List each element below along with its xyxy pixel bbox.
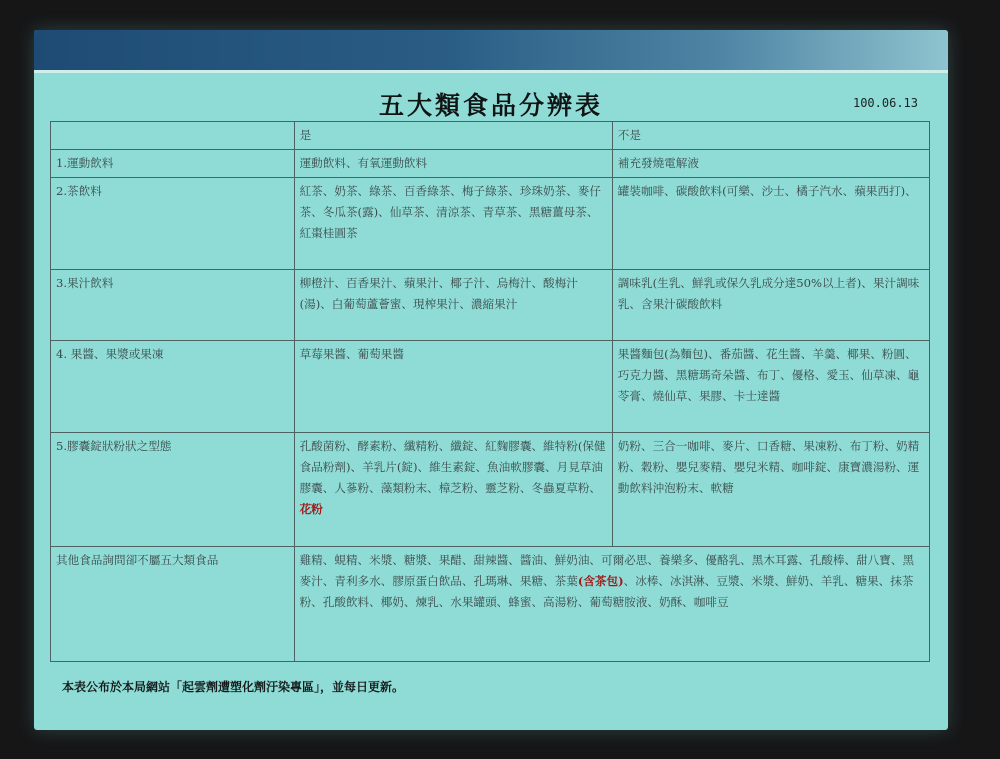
row-no: 奶粉、三合一咖啡、麥片、口香糖、果凍粉、布丁粉、奶精粉、穀粉、嬰兒麥精、嬰兒米精、咖啡錠、康寶濃湯粉、運動飲料沖泡粉末、軟糖 bbox=[612, 433, 929, 547]
row-no: 罐裝咖啡、碳酸飲料(可樂、沙士、橘子汽水、蘋果西打)、 bbox=[612, 178, 929, 270]
row-category: 4. 果醬、果漿或果凍 bbox=[51, 341, 295, 433]
row-yes: 運動飲料、有氧運動飲料 bbox=[294, 150, 612, 178]
highlight-text: (含茶包) bbox=[577, 574, 624, 588]
row-merged bbox=[294, 547, 929, 662]
row-yes: 紅茶、奶茶、綠茶、百香綠茶、梅子綠茶、珍珠奶茶、麥仔茶、冬瓜茶(露)、仙草茶、清涼茶、青草茶、黑糖薑母茶、紅棗桂圓茶 bbox=[294, 178, 612, 270]
row-no: 補充發燒電解液 bbox=[612, 150, 929, 178]
row-category: 2.茶飲料 bbox=[51, 178, 295, 270]
row-category: 其他食品詢問卻不屬五大類食品 bbox=[51, 547, 295, 662]
header-divider bbox=[34, 70, 948, 73]
table-row bbox=[51, 178, 930, 270]
row-no: 果醬麵包(為麵包)、番茄醬、花生醬、羊羹、椰果、粉圓、巧克力醬、黑糖瑪奇朵醬、布丁、優格、愛玉、仙草凍、龜苓膏、燒仙草、果膠、卡士達醬 bbox=[612, 341, 929, 433]
row-yes-text: 孔酸菌粉、酵素粉、纖精粉、纖錠、紅麴膠囊、維特粉(保健食品粉劑)、羊乳片(錠)、維生素錠、魚油軟膠囊、月見草油膠囊、人蔘粉、藻類粉末、樟芝粉、靈芝粉、冬蟲夏草粉、 bbox=[299, 439, 606, 495]
header-category bbox=[51, 122, 295, 150]
row-yes: 草莓果醬、葡萄果醬 bbox=[294, 341, 612, 433]
row-no: 調味乳(生乳、鮮乳或保久乳成分達50%以上者)、果汁調味乳、含果汁碳酸飲料 bbox=[612, 270, 929, 341]
slide-title: 五大類食品分辨表 bbox=[378, 91, 603, 120]
header-no: 不是 bbox=[612, 122, 929, 150]
slide-header-bar bbox=[34, 30, 948, 70]
projection-screen bbox=[34, 30, 948, 730]
food-classification-table bbox=[50, 121, 930, 662]
row-category: 1.運動飲料 bbox=[51, 150, 295, 178]
header-yes: 是 bbox=[294, 122, 612, 150]
slide-footer-note: 本表公布於本局網站「起雲劑遭塑化劑汙染專區」，並每日更新。 bbox=[62, 680, 405, 694]
table-row bbox=[51, 433, 930, 547]
row-text-part2: 、冰棒、冰淇淋、豆漿、米漿、鮮奶、羊乳、糖果、抹茶粉、孔酸飲料、椰奶、煉乳、水果罐頭、蜂蜜、高湯粉、葡萄糖胺液、奶酥、咖啡豆 bbox=[299, 574, 914, 609]
table-row bbox=[51, 547, 930, 662]
row-yes bbox=[294, 433, 612, 547]
highlight-text: 花粉 bbox=[299, 502, 323, 516]
table-row bbox=[51, 341, 930, 433]
table-header-row bbox=[51, 122, 930, 150]
table-row bbox=[51, 270, 930, 341]
row-category: 3.果汁飲料 bbox=[51, 270, 295, 341]
row-yes: 柳橙汁、百香果汁、蘋果汁、椰子汁、烏梅汁、酸梅汁(湯)、白葡萄蘆薈蜜、現榨果汁、濃縮果汁 bbox=[294, 270, 612, 341]
row-category: 5.膠囊錠狀粉狀之型態 bbox=[51, 433, 295, 547]
slide-date: 100.06.13 bbox=[852, 96, 918, 110]
row-text-part1: 雞精、蜆精、米漿、糖漿、果醋、甜辣醬、醬油、鮮奶油、可爾必思、養樂多、優酪乳、黑木耳露、孔酸棒、甜八寶、黑麥汁、青利多水、膠原蛋白飲品、孔瑪琳、果糖、茶葉 bbox=[299, 553, 915, 588]
table-row bbox=[51, 150, 930, 178]
